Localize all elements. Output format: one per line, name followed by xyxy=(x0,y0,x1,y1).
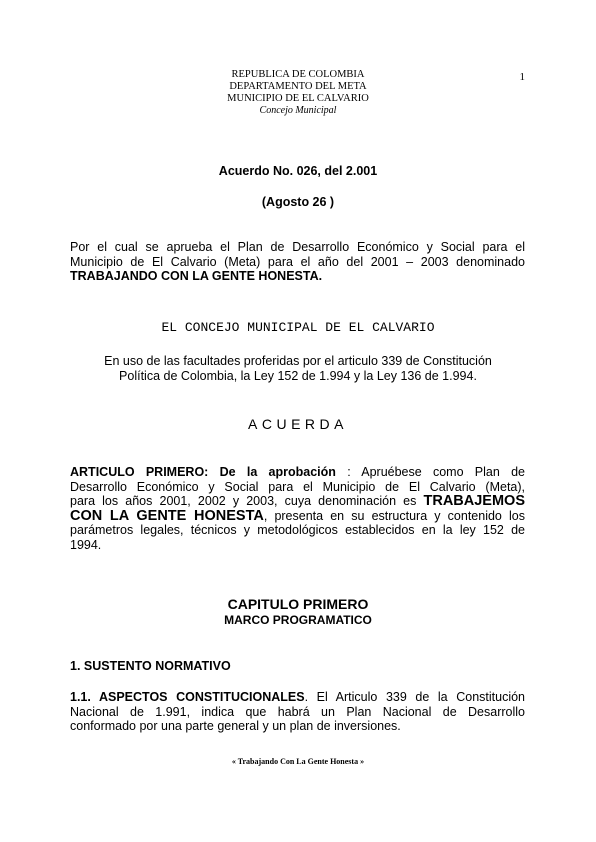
header-republica: REPUBLICA DE COLOMBIA xyxy=(231,69,365,80)
header-departamento: DEPARTAMENTO DEL META xyxy=(229,81,367,92)
plan-name-bold: CON LA GENTE HONESTA xyxy=(70,507,264,524)
section-heading: 1. SUSTENTO NORMATIVO xyxy=(70,659,231,673)
capitulo-subtitle: MARCO PROGRAMATICO xyxy=(224,613,372,627)
uso-paragraph xyxy=(0,354,596,384)
intro-line: Municipio de El Calvario (Meta) para el año del 2001 – 2003 denominado xyxy=(70,254,525,269)
articulo-label: ARTICULO PRIMERO: De la aprobación xyxy=(70,465,336,479)
uso-line: Política de Colombia, la Ley 152 de 1.994 y la Ley 136 de 1.994. xyxy=(119,369,477,383)
header-municipio: MUNICIPIO DE EL CALVARIO xyxy=(227,93,369,104)
document-footer: « Trabajando Con La Gente Honesta » xyxy=(231,757,365,766)
articulo-line: CON LA GENTE HONESTA, presenta en su estructura y contenido los xyxy=(70,507,525,524)
header-concejo: Concejo Municipal xyxy=(259,105,337,116)
articulo-line: parámetros legales, técnicos y metodológicos establecidos en la ley 152 de xyxy=(70,523,525,537)
section-11-line: conformado por una parte general y un plan de inversiones. xyxy=(70,719,401,733)
plan-name-bold: TRABAJEMOS xyxy=(423,493,525,509)
uso-line: En uso de las facultades proferidas por el articulo 339 de Constitución xyxy=(104,354,492,368)
section-11-label: 1.1. ASPECTOS CONSTITUCIONALES xyxy=(70,690,305,704)
concejo-title: EL CONCEJO MUNICIPAL DE EL CALVARIO xyxy=(161,320,435,335)
acuerdo-number: Acuerdo No. 026, del 2.001 xyxy=(218,164,378,178)
intro-paragraph xyxy=(70,240,525,284)
document-header xyxy=(0,69,596,117)
page-number: 1 xyxy=(519,71,525,83)
articulo-primero xyxy=(70,465,525,552)
intro-plan-name: TRABAJANDO CON LA GENTE HONESTA. xyxy=(70,269,323,283)
acuerda-heading: ACUERDA xyxy=(248,416,348,432)
articulo-line: 1994. xyxy=(70,537,102,552)
articulo-line: Desarrollo Económico y Social para el Municipio de El Calvario (Meta), xyxy=(70,479,525,494)
section-11-line: Nacional de 1.991, indica que habrá un Plan Nacional de Desarrollo xyxy=(70,704,525,719)
articulo-line: ARTICULO PRIMERO: De la aprobación : Apruébese como Plan de xyxy=(70,465,525,479)
intro-line: Por el cual se aprueba el Plan de Desarrollo Económico y Social para el xyxy=(70,240,525,254)
section-11-paragraph xyxy=(70,690,525,734)
capitulo-title: CAPITULO PRIMERO xyxy=(227,596,369,612)
articulo-line: para los años 2001, 2002 y 2003, cuya denominación es TRABAJEMOS xyxy=(70,493,525,509)
section-11-line: 1.1. ASPECTOS CONSTITUCIONALES. El Articulo 339 de la Constitución xyxy=(70,690,525,704)
acuerdo-date: (Agosto 26 ) xyxy=(261,195,335,209)
